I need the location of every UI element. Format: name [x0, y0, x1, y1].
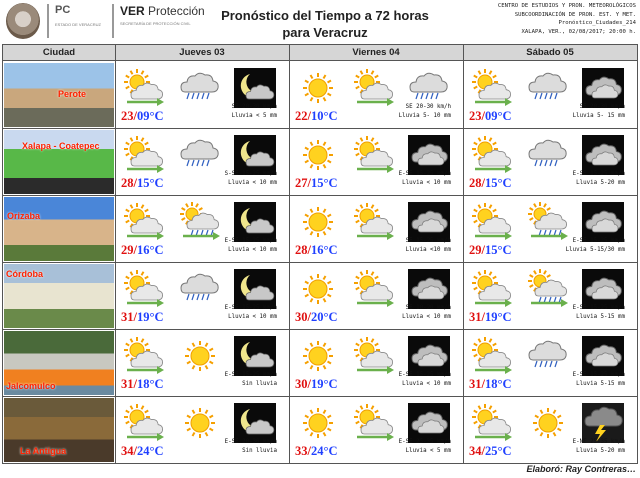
city-photo	[4, 398, 114, 462]
center-line: SUBCOORDINACIÓN DE PRON. EST. Y MET.	[514, 11, 636, 18]
temperature: 23/09°C	[469, 109, 512, 123]
temperature: 30/19°C	[295, 377, 338, 391]
cloud-rain-icon	[179, 135, 221, 175]
moon-cloud-icon	[234, 68, 276, 108]
temperature: 28/16°C	[295, 243, 338, 257]
col-day-header: Sábado 05	[526, 47, 574, 58]
center-info	[440, 2, 636, 36]
sun-cloud-icon	[353, 336, 395, 376]
moon-cloud-icon	[234, 269, 276, 309]
center-line: Pronóstico_Ciudades_214	[558, 20, 636, 26]
min-temp: 09	[136, 109, 150, 123]
wind-rain-info	[167, 304, 277, 322]
temp-unit: °C	[323, 444, 338, 458]
table-row	[3, 330, 637, 397]
moon-cloud-icon	[234, 202, 276, 242]
wind-rain-info	[515, 438, 625, 456]
city-photo	[4, 197, 114, 261]
max-temp: 27	[295, 176, 308, 190]
day-forecast-cell	[291, 397, 457, 464]
wind-text: E-SE 20-30 km/h	[224, 439, 277, 445]
moon-cloud-icon	[234, 403, 276, 443]
table-row	[3, 129, 637, 196]
sun-icon	[297, 68, 339, 108]
night-cloud-icon	[408, 403, 450, 443]
wind-rain-info	[515, 170, 625, 188]
sun-icon	[297, 403, 339, 443]
pc-sub: ESTADO DE VERACRUZ	[55, 22, 101, 27]
wind-text: SE 10-20 km/h	[405, 305, 451, 311]
max-temp: 28	[469, 176, 482, 190]
wind-text: E-NE 25-35 km/h	[572, 439, 625, 445]
temp-unit: °C	[149, 444, 164, 458]
wind-text: E-SE 15-25 km/h	[224, 305, 277, 311]
min-temp: 15	[136, 176, 150, 190]
wind-rain-info	[341, 103, 451, 121]
max-temp: 30	[295, 377, 308, 391]
temp-unit: °C	[497, 444, 512, 458]
wind-text: E-SE 15-25 km/h	[224, 238, 277, 244]
min-temp: 15	[484, 176, 498, 190]
state-seal-logo	[6, 3, 40, 39]
ver-logo	[112, 4, 207, 38]
footer-credit: Elaboró: Ray Contreras…	[526, 464, 636, 474]
moon-cloud-icon	[234, 135, 276, 175]
min-temp: 20	[310, 310, 324, 324]
max-temp: 33	[295, 444, 308, 458]
wind-rain-info	[167, 371, 277, 389]
wind-rain-info	[341, 371, 451, 389]
temperature: 29/16°C	[121, 243, 164, 257]
sun-icon	[179, 336, 221, 376]
table-row	[3, 263, 637, 330]
max-temp: 31	[469, 377, 482, 391]
sun-cloud-rain-icon	[527, 269, 569, 309]
wind-rain-info	[341, 304, 451, 322]
wind-text: E-SE 25-35 km/h	[398, 439, 451, 445]
sun-icon	[297, 135, 339, 175]
rain-text: Lluvia 5- 10 mm	[398, 113, 451, 119]
min-temp: 09	[484, 109, 498, 123]
table-row	[3, 62, 637, 129]
min-temp: 18	[484, 377, 498, 391]
page-title: Pronóstico del Tiempo a 72 horas para Veracruz	[221, 8, 429, 40]
temperature: 30/20°C	[295, 310, 338, 324]
max-temp: 28	[295, 243, 308, 257]
day-forecast-cell	[465, 397, 631, 464]
temp-unit: °C	[323, 176, 338, 190]
col-city-header: Ciudad	[42, 47, 76, 58]
wind-rain-info	[341, 170, 451, 188]
temp-unit: °C	[323, 377, 338, 391]
sun-cloud-icon	[123, 269, 165, 309]
night-cloud-icon	[582, 269, 624, 309]
wind-rain-info	[341, 237, 451, 255]
wind-text: E-SE 15-25 km/h	[398, 372, 451, 378]
center-line: XALAPA, VER., 02/08/2017; 20:00 h.	[521, 28, 636, 35]
rain-text: Lluvia < 10 mm	[228, 314, 277, 320]
day-forecast-cell	[291, 330, 457, 397]
sun-cloud-icon	[353, 202, 395, 242]
temperature: 27/15°C	[295, 176, 338, 190]
day-forecast-cell	[291, 196, 457, 263]
day-forecast-cell	[117, 129, 283, 196]
temperature: 31/18°C	[121, 377, 164, 391]
rain-text: Lluvia <10 mm	[405, 247, 451, 253]
temp-unit: °C	[149, 377, 164, 391]
sun-icon	[297, 336, 339, 376]
day-forecast-cell	[465, 196, 631, 263]
wind-rain-info	[515, 371, 625, 389]
wind-rain-info	[515, 237, 625, 255]
rain-text: Lluvia < 5 mm	[231, 113, 277, 119]
col-day-header: Jueves 03	[179, 47, 225, 58]
temp-unit: °C	[149, 176, 164, 190]
temperature: 31/18°C	[469, 377, 512, 391]
sun-icon	[297, 269, 339, 309]
wind-rain-info	[167, 170, 277, 188]
day-forecast-cell	[465, 263, 631, 330]
header	[0, 0, 640, 44]
day-forecast-cell	[291, 62, 457, 129]
temperature: 29/15°C	[469, 243, 512, 257]
ver-label: Protección	[148, 4, 205, 18]
max-temp: 31	[121, 310, 134, 324]
cloud-rain-icon	[527, 68, 569, 108]
night-cloud-icon	[408, 202, 450, 242]
wind-text: E-SE 15-25 km/h	[572, 372, 625, 378]
min-temp: 18	[136, 377, 150, 391]
cloud-rain-icon	[527, 135, 569, 175]
sun-cloud-icon	[471, 336, 513, 376]
temperature: 22/10°C	[295, 109, 338, 123]
max-temp: 23	[121, 109, 134, 123]
sun-icon	[179, 403, 221, 443]
wind-rain-info	[167, 237, 277, 255]
ver-sub: SECRETARÍA DE PROTECCIÓN CIVIL	[120, 21, 191, 26]
temp-unit: °C	[497, 176, 512, 190]
sun-cloud-icon	[471, 269, 513, 309]
city-name: Jalcomulco	[6, 381, 56, 391]
temperature: 23/09°C	[121, 109, 164, 123]
temp-unit: °C	[497, 109, 512, 123]
max-temp: 23	[469, 109, 482, 123]
day-forecast-cell	[465, 62, 631, 129]
night-cloud-icon	[582, 135, 624, 175]
temperature: 31/19°C	[121, 310, 164, 324]
max-temp: 29	[121, 243, 134, 257]
max-temp: 34	[121, 444, 134, 458]
wind-rain-info	[515, 103, 625, 121]
rain-text: Lluvia < 10 mm	[402, 381, 451, 387]
min-temp: 19	[136, 310, 150, 324]
wind-rain-info	[341, 438, 451, 456]
min-temp: 25	[484, 444, 498, 458]
max-temp: 28	[121, 176, 134, 190]
rain-text: Lluvia < 10 mm	[402, 314, 451, 320]
sun-cloud-icon	[353, 68, 395, 108]
city-photo	[4, 264, 114, 328]
wind-text: E-SE 15-25 km/h	[572, 171, 625, 177]
rain-text: Lluvia 5- 15 mm	[572, 113, 625, 119]
night-cloud-icon	[408, 269, 450, 309]
temperature: 33/24°C	[295, 444, 338, 458]
wind-text: S-SE 15-25 km/h	[224, 171, 277, 177]
forecast-table	[2, 44, 638, 464]
wind-text: E-SE 15-25 km/h	[224, 372, 277, 378]
min-temp: 24	[136, 444, 150, 458]
min-temp: 19	[484, 310, 498, 324]
rain-text: Lluvia 5-15 mm	[576, 381, 625, 387]
min-temp: 19	[310, 377, 324, 391]
city-name: Córdoba	[6, 269, 43, 279]
sun-cloud-icon	[353, 269, 395, 309]
rain-text: Lluvia 5-15 mm	[576, 314, 625, 320]
pc-logo	[47, 4, 107, 38]
table-header	[3, 45, 637, 61]
day-forecast-cell	[291, 129, 457, 196]
cloud-rain-icon	[179, 68, 221, 108]
wind-rain-info	[167, 438, 277, 456]
city-name: La Antigua	[20, 446, 67, 456]
temp-unit: °C	[323, 310, 338, 324]
temp-unit: °C	[323, 109, 338, 123]
sun-cloud-icon	[471, 135, 513, 175]
min-temp: 16	[136, 243, 150, 257]
city-photo	[4, 331, 114, 395]
cloud-rain-icon	[527, 336, 569, 376]
rain-text: Lluvia < 10 mm	[228, 180, 277, 186]
day-forecast-cell	[117, 397, 283, 464]
day-forecast-cell	[117, 330, 283, 397]
day-forecast-cell	[117, 62, 283, 129]
storm-icon	[582, 403, 624, 443]
sun-cloud-icon	[471, 403, 513, 443]
day-forecast-cell	[291, 263, 457, 330]
cloud-rain-icon	[179, 269, 221, 309]
temp-unit: °C	[497, 377, 512, 391]
temperature: 34/25°C	[469, 444, 512, 458]
wind-text: E-SE 15-25 km/h	[572, 305, 625, 311]
divider	[115, 45, 116, 463]
sun-cloud-icon	[123, 336, 165, 376]
day-forecast-cell	[465, 330, 631, 397]
city-name: Perote	[58, 89, 87, 99]
rain-text: Lluvia < 10 mm	[228, 247, 277, 253]
rain-text: Lluvia 5-15/30 mm	[565, 247, 625, 253]
rain-text: Lluvia < 10 mm	[402, 180, 451, 186]
min-temp: 16	[310, 243, 324, 257]
temperature: 28/15°C	[469, 176, 512, 190]
max-temp: 30	[295, 310, 308, 324]
max-temp: 29	[469, 243, 482, 257]
wind-text: SE 20-30 km/h	[405, 104, 451, 110]
min-temp: 10	[310, 109, 324, 123]
sun-cloud-rain-icon	[527, 202, 569, 242]
sun-icon	[527, 403, 569, 443]
temp-unit: °C	[497, 243, 512, 257]
wind-text: E-SE 15-25 km/h	[398, 171, 451, 177]
temperature: 31/19°C	[469, 310, 512, 324]
min-temp: 15	[310, 176, 324, 190]
wind-text: SE 20-30 km/h	[579, 104, 625, 110]
temp-unit: °C	[497, 310, 512, 324]
sun-icon	[297, 202, 339, 242]
sun-cloud-icon	[471, 202, 513, 242]
night-cloud-icon	[582, 202, 624, 242]
sun-cloud-icon	[123, 68, 165, 108]
sun-cloud-icon	[123, 135, 165, 175]
temp-unit: °C	[323, 243, 338, 257]
table-row	[3, 196, 637, 263]
temperature: 28/15°C	[121, 176, 164, 190]
rain-text: Sin lluvia	[242, 448, 277, 454]
min-temp: 15	[484, 243, 498, 257]
sun-cloud-icon	[353, 135, 395, 175]
divider	[463, 45, 464, 463]
wind-rain-info	[515, 304, 625, 322]
temp-unit: °C	[149, 243, 164, 257]
max-temp: 34	[469, 444, 482, 458]
wind-text: SE 15-25 km/h	[405, 238, 451, 244]
min-temp: 24	[310, 444, 324, 458]
moon-cloud-icon	[234, 336, 276, 376]
table-row	[3, 397, 637, 464]
rain-text: Sin lluvia	[242, 381, 277, 387]
cloud-rain-icon	[408, 68, 450, 108]
center-line: CENTRO DE ESTUDIOS Y PRON. METEOROLÓGICOS	[497, 3, 636, 9]
max-temp: 31	[469, 310, 482, 324]
night-cloud-icon	[582, 336, 624, 376]
divider	[289, 45, 290, 463]
wind-text: E-SE 15-25 km/h	[572, 238, 625, 244]
city-name: Xalapa - Coatepec	[22, 141, 100, 151]
temp-unit: °C	[149, 109, 164, 123]
rain-text: Lluvia < 5 mm	[405, 448, 451, 454]
day-forecast-cell	[117, 263, 283, 330]
temp-unit: °C	[149, 310, 164, 324]
sun-cloud-icon	[123, 403, 165, 443]
wind-rain-info	[167, 103, 277, 121]
max-temp: 22	[295, 109, 308, 123]
day-forecast-cell	[117, 196, 283, 263]
wind-text: SE 20-30 km/h	[231, 104, 277, 110]
max-temp: 31	[121, 377, 134, 391]
city-name: Orizaba	[7, 211, 41, 221]
night-cloud-icon	[408, 336, 450, 376]
pc-label: PC	[55, 4, 71, 16]
day-forecast-cell	[465, 129, 631, 196]
sun-cloud-icon	[471, 68, 513, 108]
rain-text: Lluvia 5-20 mm	[576, 180, 625, 186]
city-photo	[4, 130, 114, 194]
sun-cloud-icon	[353, 403, 395, 443]
col-day-header: Viernes 04	[352, 47, 400, 58]
rain-text: Lluvia 5-20 mm	[576, 448, 625, 454]
sun-cloud-icon	[123, 202, 165, 242]
sun-cloud-rain-icon	[179, 202, 221, 242]
night-cloud-icon	[408, 135, 450, 175]
city-photo	[4, 63, 114, 127]
night-cloud-icon	[582, 68, 624, 108]
temperature: 34/24°C	[121, 444, 164, 458]
ver-label-bold: VER	[120, 4, 145, 18]
